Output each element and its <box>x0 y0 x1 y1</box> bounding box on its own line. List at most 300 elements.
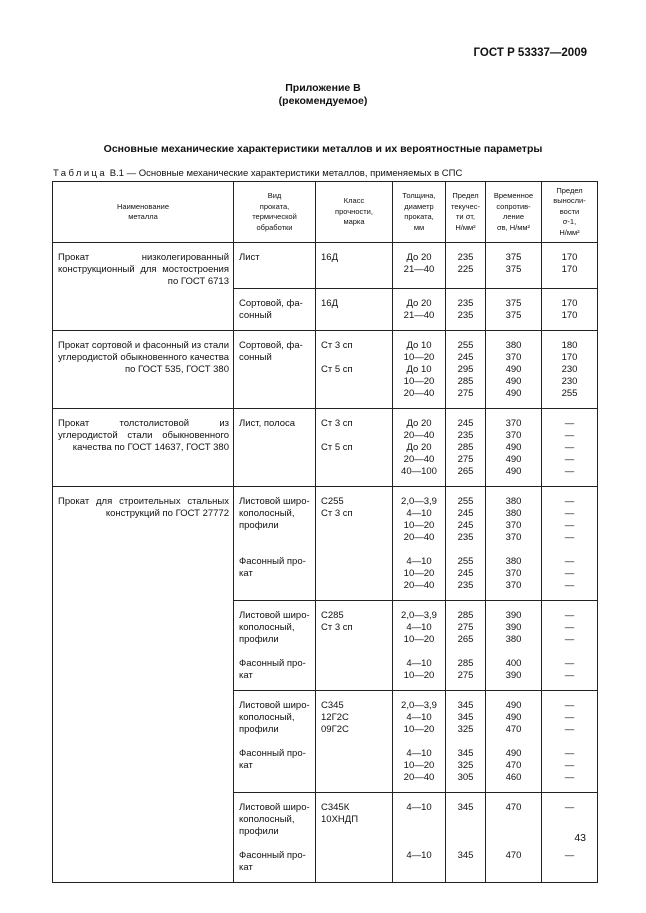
cell-thickness-line: 4—10 <box>406 747 432 759</box>
cell-yield <box>446 330 486 408</box>
cell-endurance-line: — <box>564 519 575 531</box>
cell-tensile-line: 370 <box>505 351 522 363</box>
cell-tensile-line: 370 <box>505 567 522 579</box>
table-row <box>53 792 598 882</box>
cell-endurance-line: — <box>564 531 575 543</box>
cell-yield-line: 235 <box>457 531 474 543</box>
cell-tensile-line: 470 <box>505 849 522 861</box>
cell-yield-line: 345 <box>457 801 474 813</box>
page-number: 43 <box>574 832 586 844</box>
standard-number: ГОСТ Р 53337—2009 <box>473 47 587 59</box>
cell-tensile-line: 375 <box>505 297 522 309</box>
cell-thickness-line: 10—20 <box>403 519 435 531</box>
cell-endurance-line: — <box>564 849 575 861</box>
cell-class-line: Ст 3 сп <box>321 417 353 429</box>
cell-yield-line: 295 <box>457 363 474 375</box>
cell-thickness <box>393 330 446 408</box>
cell-kind-line: кополосный, <box>239 621 295 633</box>
cell-tensile <box>486 792 542 882</box>
cell-kind <box>234 288 316 330</box>
cell-thickness-line: 4—10 <box>406 507 432 519</box>
cell-endurance-line: — <box>564 699 575 711</box>
cell-class-line: 16Д <box>321 252 339 263</box>
cell-class-line <box>321 430 389 442</box>
cell-thickness-line: До 20 <box>406 252 432 263</box>
cell-yield-line: 285 <box>457 441 474 453</box>
cell-endurance <box>542 600 598 690</box>
cell-yield-line: 245 <box>457 519 474 531</box>
cell-class-line: 12Г2С <box>321 711 349 723</box>
cell-endurance-line: — <box>564 759 575 771</box>
cell-yield-line: 265 <box>457 465 474 477</box>
cell-endurance-line <box>544 544 595 556</box>
cell-yield <box>446 600 486 690</box>
cell-kind-line: кат <box>239 567 253 579</box>
appendix-title: Приложение В <box>285 82 361 94</box>
col-header-line: обработки <box>256 222 293 232</box>
cell-yield-line: 265 <box>457 633 474 645</box>
col-header-line: металла <box>128 212 158 221</box>
cell-class-line: Ст 5 сп <box>321 363 353 375</box>
cell-thickness-line: 20—40 <box>403 387 435 399</box>
section-heading: Основные механические характеристики металлов и их вероятностные параметры <box>103 143 543 155</box>
cell-kind-line: кат <box>239 759 253 771</box>
cell-kind-line: Листовой широ- <box>239 699 310 711</box>
cell-kind <box>234 330 316 408</box>
col-header-line: прочности, <box>335 206 373 216</box>
table-header-row <box>53 182 598 243</box>
cell-tensile-line <box>488 838 539 850</box>
cell-kind <box>234 486 316 600</box>
cell-class-line: 10ХНДП <box>321 813 359 825</box>
cell-endurance <box>542 288 598 330</box>
cell-yield-line: 345 <box>457 747 474 759</box>
cell-endurance-line: — <box>564 465 575 477</box>
col-header-thickness <box>393 182 446 243</box>
table-body <box>53 243 598 883</box>
col-header-line: термической <box>252 212 297 221</box>
cell-yield-line: 325 <box>457 723 474 735</box>
cell-endurance-line: 170 <box>561 252 578 263</box>
cell-yield-line: 275 <box>457 669 474 681</box>
cell-endurance-line <box>544 736 595 748</box>
col-header-line: мм <box>413 222 425 232</box>
cell-class-line: С345К <box>321 801 350 813</box>
cell-kind-line <box>239 646 311 658</box>
cell-endurance <box>542 690 598 792</box>
cell-kind-line: Листовой широ- <box>239 801 310 813</box>
cell-kind-line <box>239 838 311 850</box>
cell-endurance-line: — <box>564 747 575 759</box>
cell-tensile-line: 460 <box>505 771 522 783</box>
cell-metal-name <box>53 243 234 289</box>
cell-tensile-line: 380 <box>505 555 522 567</box>
col-header-class <box>316 182 393 243</box>
cell-yield-line: 345 <box>457 699 474 711</box>
table-row <box>53 486 598 600</box>
cell-tensile-line: 490 <box>505 453 522 465</box>
cell-thickness-line: До 20 <box>406 417 432 429</box>
cell-thickness-line: До 10 <box>406 339 432 351</box>
col-header-line: Предел <box>556 185 583 195</box>
cell-kind-line: профили <box>239 633 279 645</box>
cell-endurance-line: — <box>564 621 575 633</box>
cell-endurance-line: — <box>564 711 575 723</box>
cell-endurance-line <box>544 646 595 658</box>
cell-tensile-line: 380 <box>505 339 522 351</box>
cell-yield <box>446 288 486 330</box>
cell-tensile <box>486 288 542 330</box>
table-row <box>53 600 598 690</box>
col-header-line: Вид <box>267 191 282 200</box>
cell-tensile <box>486 243 542 289</box>
cell-thickness <box>393 600 446 690</box>
cell-thickness-line: 10—20 <box>403 567 435 579</box>
cell-tensile-line: 490 <box>505 387 522 399</box>
cell-thickness-line: 4—10 <box>406 849 432 861</box>
cell-tensile-line: 380 <box>505 633 522 645</box>
cell-endurance-line: 170 <box>561 297 578 309</box>
cell-yield-line: 245 <box>457 507 474 519</box>
cell-tensile-line: 375 <box>505 252 522 263</box>
cell-thickness-line: 10—20 <box>403 669 435 681</box>
cell-class-line: С345 <box>321 699 344 711</box>
cell-thickness-line <box>395 736 443 748</box>
cell-endurance-line: — <box>564 567 575 579</box>
cell-thickness-line: 10—20 <box>403 351 435 363</box>
cell-class <box>316 792 393 882</box>
cell-thickness-line: 20—40 <box>403 579 435 591</box>
cell-class-line: Ст 3 сп <box>321 339 353 351</box>
cell-endurance-line: — <box>564 555 575 567</box>
col-header-line: диаметр <box>404 201 434 211</box>
cell-kind-line: Лист, полоса <box>239 417 296 429</box>
cell-thickness-line: 10—20 <box>403 759 435 771</box>
cell-tensile-line: 400 <box>505 657 522 669</box>
cell-endurance-line: 230 <box>561 363 578 375</box>
cell-endurance-line: — <box>564 771 575 783</box>
cell-thickness-line: 20—40 <box>403 453 435 465</box>
cell-metal-name <box>53 690 234 792</box>
cell-yield-line: 255 <box>457 339 474 351</box>
cell-thickness-line: 40—100 <box>401 465 437 477</box>
cell-tensile <box>486 408 542 486</box>
cell-endurance-line: 170 <box>561 351 578 363</box>
cell-yield <box>446 243 486 289</box>
cell-class-line: Ст 3 сп <box>321 507 353 519</box>
cell-endurance-line: — <box>564 723 575 735</box>
cell-endurance-line: 170 <box>561 309 578 321</box>
cell-thickness <box>393 243 446 289</box>
cell-yield-line: 255 <box>457 555 474 567</box>
cell-yield-line: 235 <box>457 252 474 263</box>
cell-class <box>316 243 393 289</box>
cell-yield-line: 285 <box>457 657 474 669</box>
cell-kind-line: профили <box>239 519 279 531</box>
cell-yield-line: 285 <box>457 375 474 387</box>
cell-yield-line: 275 <box>457 387 474 399</box>
cell-endurance-line <box>544 826 595 838</box>
col-header-line: σ-1, <box>562 217 577 227</box>
cell-thickness-line <box>395 544 443 556</box>
cell-class <box>316 288 393 330</box>
cell-tensile-line <box>488 736 539 748</box>
cell-yield <box>446 486 486 600</box>
cell-yield-line: 285 <box>457 609 474 621</box>
cell-yield-line: 305 <box>457 771 474 783</box>
col-header-line: сопротив- <box>496 201 531 211</box>
cell-endurance-line: — <box>564 633 575 645</box>
cell-yield-line: 325 <box>457 759 474 771</box>
cell-yield-line: 345 <box>457 711 474 723</box>
cell-tensile-line: 390 <box>505 621 522 633</box>
cell-endurance <box>542 486 598 600</box>
cell-yield-line: 345 <box>457 849 474 861</box>
cell-thickness-line: 2,0—3,9 <box>401 609 437 621</box>
cell-endurance-line: — <box>564 429 575 441</box>
cell-endurance-line: — <box>564 609 575 621</box>
cell-kind-line: Фасонный про- <box>239 657 306 669</box>
cell-tensile-line: 370 <box>505 531 522 543</box>
table-caption <box>53 168 462 179</box>
cell-class <box>316 600 393 690</box>
cell-tensile <box>486 330 542 408</box>
cell-thickness-line: 20—40 <box>403 531 435 543</box>
cell-kind-line: сонный <box>239 351 272 363</box>
cell-yield-line: 235 <box>457 297 474 309</box>
cell-tensile-line: 470 <box>505 759 522 771</box>
table-caption-text: В.1 — Основные механические характеристики металлов, применяемых в СПС <box>109 168 463 179</box>
metal-name-text: Прокат для строительных стальных конструкций по ГОСТ 27772 <box>58 495 229 519</box>
cell-tensile <box>486 600 542 690</box>
cell-thickness-line: 10—20 <box>403 375 435 387</box>
cell-kind-line: Лист <box>239 252 260 263</box>
col-header-line: Н/мм² <box>559 227 580 237</box>
cell-yield-line: 225 <box>457 264 474 275</box>
cell-kind-line: Фасонный про- <box>239 747 306 759</box>
cell-tensile-line: 490 <box>505 375 522 387</box>
table-row <box>53 690 598 792</box>
cell-kind-line: кополосный, <box>239 711 295 723</box>
col-header-line: ти σт, <box>455 212 476 221</box>
cell-tensile-line: 490 <box>505 699 522 711</box>
cell-class-line: Ст 3 сп <box>321 621 353 633</box>
col-header-tensile <box>486 182 542 243</box>
appendix-note: (рекомендуемое) <box>278 95 368 107</box>
cell-thickness-line <box>395 838 443 850</box>
cell-kind-line: Фасонный про- <box>239 849 306 861</box>
cell-tensile-line: 490 <box>505 441 522 453</box>
cell-kind-line: профили <box>239 723 279 735</box>
cell-class-line: С255 <box>321 495 344 507</box>
cell-endurance <box>542 792 598 882</box>
col-header-name <box>53 182 234 243</box>
cell-metal-name <box>53 408 234 486</box>
table-row <box>53 243 598 289</box>
cell-endurance-line: 170 <box>561 264 578 275</box>
cell-tensile-line: 370 <box>505 417 522 429</box>
cell-yield-line: 275 <box>457 453 474 465</box>
cell-tensile <box>486 690 542 792</box>
cell-metal-name <box>53 288 234 330</box>
cell-yield-line <box>448 646 483 658</box>
cell-thickness-line: 4—10 <box>406 555 432 567</box>
col-header-endurance <box>542 182 598 243</box>
cell-thickness-line: 20—40 <box>403 429 435 441</box>
cell-endurance-line: 255 <box>561 387 578 399</box>
cell-class-line: Ст 5 сп <box>321 441 353 453</box>
cell-kind <box>234 408 316 486</box>
cell-thickness-line <box>395 814 443 826</box>
cell-metal-name <box>53 486 234 600</box>
cell-thickness-line: 2,0—3,9 <box>401 495 437 507</box>
table-caption-prefix: Таблица <box>53 168 108 179</box>
cell-yield-line: 245 <box>457 351 474 363</box>
cell-endurance-line <box>544 838 595 850</box>
cell-endurance <box>542 243 598 289</box>
cell-yield-line <box>448 826 483 838</box>
cell-thickness-line <box>395 826 443 838</box>
cell-tensile-line: 370 <box>505 429 522 441</box>
cell-endurance-line: — <box>564 495 575 507</box>
cell-yield-line: 235 <box>457 309 474 321</box>
col-header-line: проката, <box>259 201 290 211</box>
cell-kind-line: кат <box>239 669 253 681</box>
cell-tensile-line <box>488 646 539 658</box>
cell-tensile <box>486 486 542 600</box>
metal-name-text: Прокат сортовой и фасонный из стали углеродистой обыкновенного качества по ГОСТ 535, ГОСТ 380 <box>58 339 229 375</box>
cell-endurance-line: — <box>564 669 575 681</box>
cell-thickness-line: До 20 <box>406 297 432 309</box>
cell-kind-line: профили <box>239 825 279 837</box>
cell-thickness <box>393 690 446 792</box>
appendix-block <box>0 82 646 108</box>
cell-kind-line: Фасонный про- <box>239 555 306 567</box>
cell-metal-name <box>53 600 234 690</box>
cell-thickness-line: 4—10 <box>406 801 432 813</box>
col-header-line: текучес- <box>451 201 480 211</box>
cell-thickness-line: 20—40 <box>403 771 435 783</box>
cell-tensile-line <box>488 826 539 838</box>
cell-class-line: С285 <box>321 609 344 621</box>
col-header-line: проката, <box>404 212 434 221</box>
col-header-line: марка <box>343 217 365 227</box>
cell-tensile-line: 380 <box>505 495 522 507</box>
cell-yield <box>446 792 486 882</box>
cell-thickness-line: 4—10 <box>406 621 432 633</box>
cell-yield-line <box>448 838 483 850</box>
cell-kind-line: кополосный, <box>239 813 295 825</box>
cell-endurance-line: — <box>564 507 575 519</box>
cell-kind <box>234 792 316 882</box>
cell-tensile-line: 390 <box>505 669 522 681</box>
metal-name-text: Прокат низколегированный конструкционный для мостостроения по ГОСТ 6713 <box>58 252 229 287</box>
cell-endurance-line: — <box>564 657 575 669</box>
cell-class-line <box>321 352 389 364</box>
cell-yield-line: 255 <box>457 495 474 507</box>
cell-class-line: 16Д <box>321 297 339 309</box>
cell-kind-line: кополосный, <box>239 507 295 519</box>
cell-yield-line: 245 <box>457 417 474 429</box>
cell-class-line: 09Г2С <box>321 723 349 735</box>
cell-tensile-line: 490 <box>505 465 522 477</box>
cell-tensile-line <box>488 814 539 826</box>
cell-endurance-line: — <box>564 579 575 591</box>
cell-endurance <box>542 408 598 486</box>
col-header-line: вости <box>559 206 580 216</box>
col-header-line: Н/мм² <box>455 222 476 232</box>
cell-tensile-line: 375 <box>505 309 522 321</box>
cell-tensile-line <box>488 544 539 556</box>
col-header-line: σв, Н/мм² <box>496 222 531 232</box>
cell-class <box>316 408 393 486</box>
col-header-line: Толщина, <box>402 191 436 200</box>
col-header-line: Предел <box>452 191 479 200</box>
cell-tensile-line: 470 <box>505 801 522 813</box>
col-header-yield <box>446 182 486 243</box>
cell-yield-line <box>448 736 483 748</box>
cell-tensile-line: 375 <box>505 264 522 275</box>
cell-thickness-line: 4—10 <box>406 657 432 669</box>
cell-thickness-line: 21—40 <box>403 309 435 321</box>
cell-tensile-line: 380 <box>505 507 522 519</box>
cell-thickness-line: 10—20 <box>403 633 435 645</box>
cell-tensile-line: 370 <box>505 519 522 531</box>
cell-kind-line: Листовой широ- <box>239 609 310 621</box>
cell-yield-line: 235 <box>457 429 474 441</box>
cell-thickness-line: 4—10 <box>406 711 432 723</box>
cell-endurance-line: — <box>564 453 575 465</box>
cell-endurance-line: — <box>564 801 575 813</box>
cell-yield-line: 275 <box>457 621 474 633</box>
cell-kind-line <box>239 532 311 544</box>
cell-kind-line <box>239 544 311 556</box>
cell-thickness <box>393 288 446 330</box>
cell-yield-line: 235 <box>457 579 474 591</box>
cell-kind-line: сонный <box>239 309 272 321</box>
cell-endurance-line <box>544 814 595 826</box>
cell-kind <box>234 600 316 690</box>
cell-kind <box>234 243 316 289</box>
cell-kind-line: Сортовой, фа- <box>239 297 303 309</box>
col-header-line: Временное <box>493 191 534 200</box>
cell-yield <box>446 690 486 792</box>
cell-tensile-line: 390 <box>505 609 522 621</box>
cell-kind-line <box>239 736 311 748</box>
cell-endurance-line: 180 <box>561 339 578 351</box>
table-row <box>53 408 598 486</box>
cell-class <box>316 690 393 792</box>
cell-class <box>316 330 393 408</box>
cell-thickness-line: 21—40 <box>403 264 435 275</box>
metal-name-text: Прокат толстолистовой из углеродистой стали обыкновенного качества по ГОСТ 14637, ГОСТ 380 <box>58 417 229 453</box>
cell-yield-line: 245 <box>457 567 474 579</box>
col-header-line: Наименование <box>117 201 169 211</box>
cell-tensile-line: 470 <box>505 723 522 735</box>
cell-kind-line: Сортовой, фа- <box>239 339 303 351</box>
cell-endurance-line: — <box>564 441 575 453</box>
cell-kind-line: кат <box>239 861 253 873</box>
cell-thickness-line: До 20 <box>406 441 432 453</box>
cell-kind-line: Листовой широ- <box>239 495 310 507</box>
table-row <box>53 330 598 408</box>
cell-yield-line <box>448 814 483 826</box>
cell-thickness-line: 10—20 <box>403 723 435 735</box>
cell-thickness <box>393 486 446 600</box>
cell-yield-line <box>448 544 483 556</box>
cell-thickness-line: 2,0—3,9 <box>401 699 437 711</box>
cell-thickness <box>393 792 446 882</box>
